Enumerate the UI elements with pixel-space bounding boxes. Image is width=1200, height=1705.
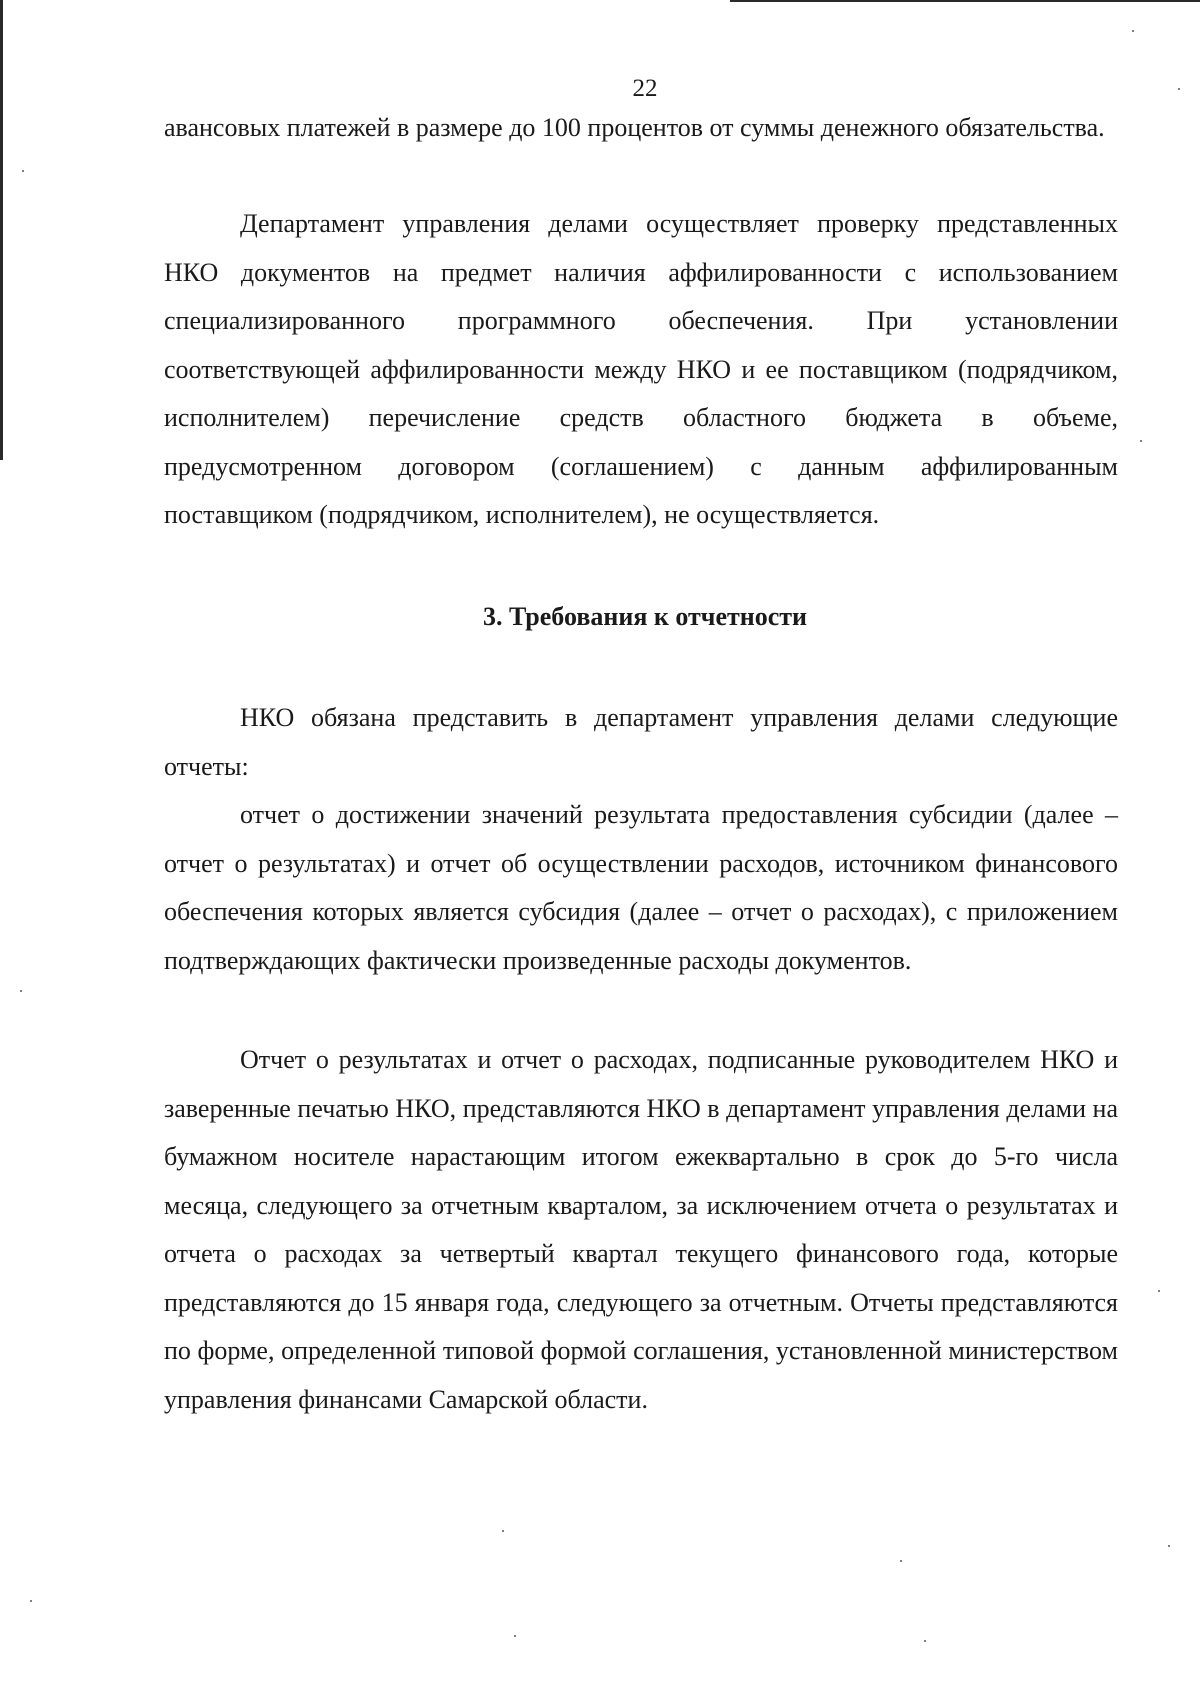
page-number: 22 xyxy=(632,75,658,102)
scan-speck xyxy=(502,1530,504,1532)
scan-speck xyxy=(924,1640,926,1642)
scan-left-edge xyxy=(0,0,3,460)
scan-speck xyxy=(1168,1545,1170,1547)
scan-top-rule xyxy=(730,0,1200,2)
scan-speck xyxy=(514,1635,516,1637)
paragraph-affiliation-check: Департамент управления делами осуществляет проверку представленных НКО документов на предмет наличия аффилированности с использованием специализированного программного обеспечения. При установлении соответствующей аффилированности между НКО и ее поставщиком (подрядчиком, исполнителем) перечисление средств областного бюджета в объеме, предусмотренном договором (соглашением) с данным аффилированным поставщиком (подрядчиком, исполнителем), не осуществляется. xyxy=(164,209,1118,529)
paragraph-report-submission: Отчет о результатах и отчет о расходах, подписанные руководителем НКО и заверенные печатью НКО, представляются НКО в департамент управления делами на бумажном носителе нарастающим итогом ежеквартально в срок до 5-го числа месяца, следующего за отчетным кварталом, за исключением отчета о результатах и отчета о расходах за четвертый квартал текущего финансового года, которые представляются до 15 января года, следующего за отчетным. Отчеты представляются по форме, определенной типовой формой соглашения, установленной министерством управления финансами Самарской области. xyxy=(164,1045,1118,1414)
paragraph-continuation: авансовых платежей в размере до 100 процентов от суммы денежного обязательства. xyxy=(164,113,1105,142)
section-heading: 3. Требования к отчетности xyxy=(482,602,808,631)
scan-speck xyxy=(900,1560,902,1562)
paragraph-report-types: отчет о достижении значений результата предоставления субсидии (далее – отчет о результатах) и отчет об осуществлении расходов, источником финансового обеспечения которых является субсидия (далее – отчет о расходах), с приложением подтверждающих фактически произведенные расходы документов. xyxy=(164,800,1118,975)
scan-speck xyxy=(30,1600,32,1602)
scan-speck xyxy=(1158,1290,1160,1292)
scan-speck xyxy=(1132,30,1134,32)
scan-speck xyxy=(20,990,22,992)
scan-speck xyxy=(22,170,24,172)
scan-speck xyxy=(1140,440,1142,442)
paragraph-reports-required: НКО обязана представить в департамент управления делами следующие отчеты: xyxy=(164,703,1118,781)
